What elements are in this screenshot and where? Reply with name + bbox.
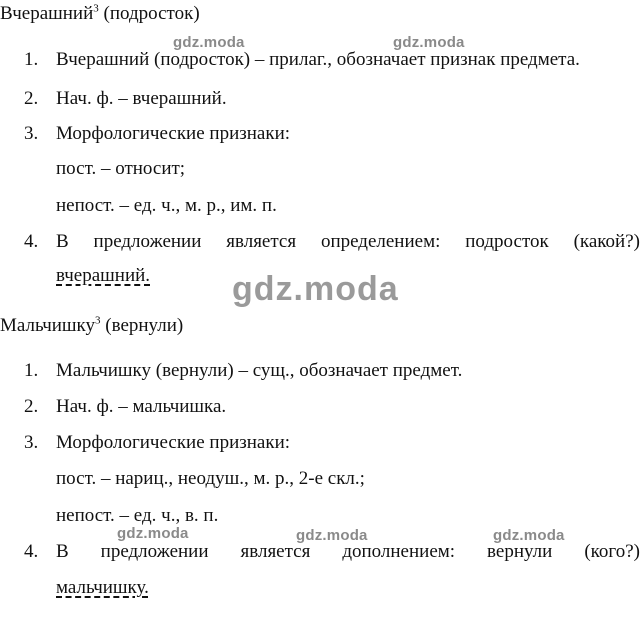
section-heading-1 (0, 3, 200, 25)
watermark: gdz.moda (117, 525, 189, 542)
item-text: Вчерашний (подросток) – прилаг., обозначает признак предмета. (56, 49, 580, 70)
heading-context: (подросток) (98, 3, 200, 24)
item-text: Мальчишку (вернули) – сущ., обозначает предмет. (56, 360, 463, 381)
item-subline: непост. – ед. ч., в. п. (56, 505, 219, 526)
item-text: Морфологические признаки: (56, 123, 291, 144)
item-subline: пост. – нариц., неодуш., м. р., 2-е скл.; (56, 468, 365, 489)
item-text: В предложении является определением: подросток (какой?) (56, 231, 640, 252)
underlined-word: вчерашний. (56, 265, 151, 286)
watermark: gdz.moda (173, 34, 245, 51)
item-number: 2. (24, 396, 39, 417)
item-number: 1. (24, 49, 39, 70)
item-text: Нач. ф. – вчерашний. (56, 88, 227, 109)
item-number: 1. (24, 360, 39, 381)
item-number: 4. (24, 231, 39, 252)
item-text: Морфологические признаки: (56, 432, 291, 453)
heading-superscript: 3 (93, 2, 99, 15)
item-continuation (56, 577, 149, 599)
item-text: Нач. ф. – мальчишка. (56, 396, 227, 417)
heading-context: (вернули) (100, 315, 184, 336)
item-number: 3. (24, 432, 39, 453)
watermark: gdz.moda (493, 527, 565, 544)
heading-word: Мальчишку (0, 315, 96, 336)
item-text: В предложении является дополнением: вернули (кого?) (56, 541, 640, 562)
item-continuation (56, 265, 150, 287)
watermark-large: gdz.moda (232, 270, 399, 308)
heading-word: Вчерашний (0, 3, 94, 24)
watermark: gdz.moda (393, 34, 465, 51)
section-heading-2 (0, 315, 183, 337)
item-subline: пост. – относит; (56, 158, 186, 179)
item-number: 4. (24, 541, 39, 562)
watermark: gdz.moda (296, 527, 368, 544)
item-number: 3. (24, 123, 39, 144)
heading-superscript: 3 (95, 314, 101, 327)
underlined-word: мальчишку. (56, 577, 149, 598)
item-subline: непост. – ед. ч., м. р., им. п. (56, 195, 277, 216)
item-number: 2. (24, 88, 39, 109)
